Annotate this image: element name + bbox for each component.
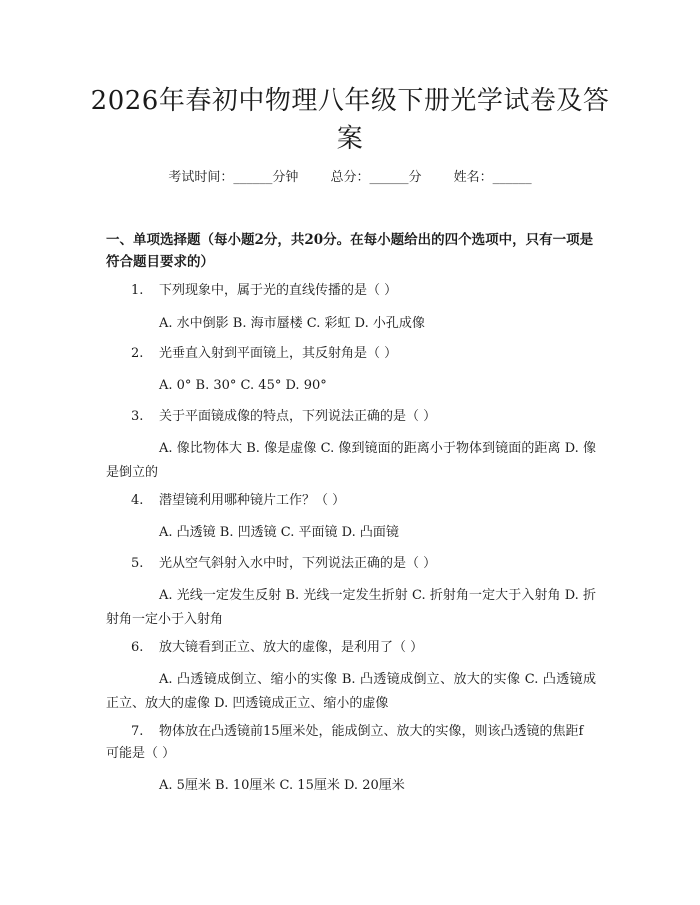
exam-time-field: 考试时间：______分钟 <box>168 170 299 185</box>
question-number: 1. <box>131 283 144 298</box>
question-stem <box>106 721 596 765</box>
question-text: 关于平面镜成像的特点，下列说法正确的是（ ） <box>159 409 437 424</box>
question-number: 4. <box>131 493 144 508</box>
question-text: 下列现象中，属于光的直线传播的是（ ） <box>159 283 398 298</box>
question-text: 潜望镜利用哪种镜片工作？（ ） <box>159 493 346 508</box>
question-stem <box>106 490 596 512</box>
question-options: A. 凸透镜 B. 凹透镜 C. 平面镜 D. 凸面镜 <box>159 525 399 540</box>
question-number: 2. <box>131 346 144 361</box>
question-number: 7. <box>131 724 144 739</box>
question-number: 6. <box>131 640 144 655</box>
question-text: 物体放在凸透镜前15厘米处，能成倒立、放大的实像，则该凸透镜的焦距f可能是（ ） <box>106 724 584 761</box>
question-number: 3. <box>131 409 144 424</box>
question-options: A. 光线一定发生反射 B. 光线一定发生折射 C. 折射角一定大于入射角 D. 折射角一定小于入射角 <box>106 588 596 627</box>
question-number: 5. <box>131 556 144 571</box>
exam-meta-line <box>0 168 700 188</box>
question-text: 光垂直入射到平面镜上，其反射角是（ ） <box>159 346 398 361</box>
total-score-field: 总分：______分 <box>330 170 422 185</box>
question-text: 放大镜看到正立、放大的虚像，是利用了（ ） <box>159 640 424 655</box>
question-options: A. 0° B. 30° C. 45° D. 90° <box>159 378 327 393</box>
question-options: A. 像比物体大 B. 像是虚像 C. 像到镜面的距离小于物体到镜面的距离 D. 像是倒立的 <box>106 441 596 480</box>
question-options: A. 5厘米 B. 10厘米 C. 15厘米 D. 20厘米 <box>159 778 405 793</box>
exam-title: 2026年春初中物理八年级下册光学试卷及答案 <box>90 86 610 154</box>
question-stem <box>106 553 596 575</box>
question-stem <box>106 280 596 302</box>
question-options: A. 凸透镜成倒立、缩小的实像 B. 凸透镜成倒立、放大的实像 C. 凸透镜成正立、放大的虚像 D. 凹透镜成正立、缩小的虚像 <box>106 672 596 711</box>
question-options: A. 水中倒影 B. 海市蜃楼 C. 彩虹 D. 小孔成像 <box>159 316 425 331</box>
question-stem <box>106 406 596 428</box>
section-heading: 一、单项选择题（每小题2分，共20分。在每小题给出的四个选项中，只有一项是符合题目要求的） <box>106 232 594 270</box>
question-text: 光从空气斜射入水中时，下列说法正确的是（ ） <box>159 556 437 571</box>
question-stem <box>106 637 596 659</box>
question-stem <box>106 343 596 365</box>
student-name-field: 姓名：______ <box>453 170 532 185</box>
